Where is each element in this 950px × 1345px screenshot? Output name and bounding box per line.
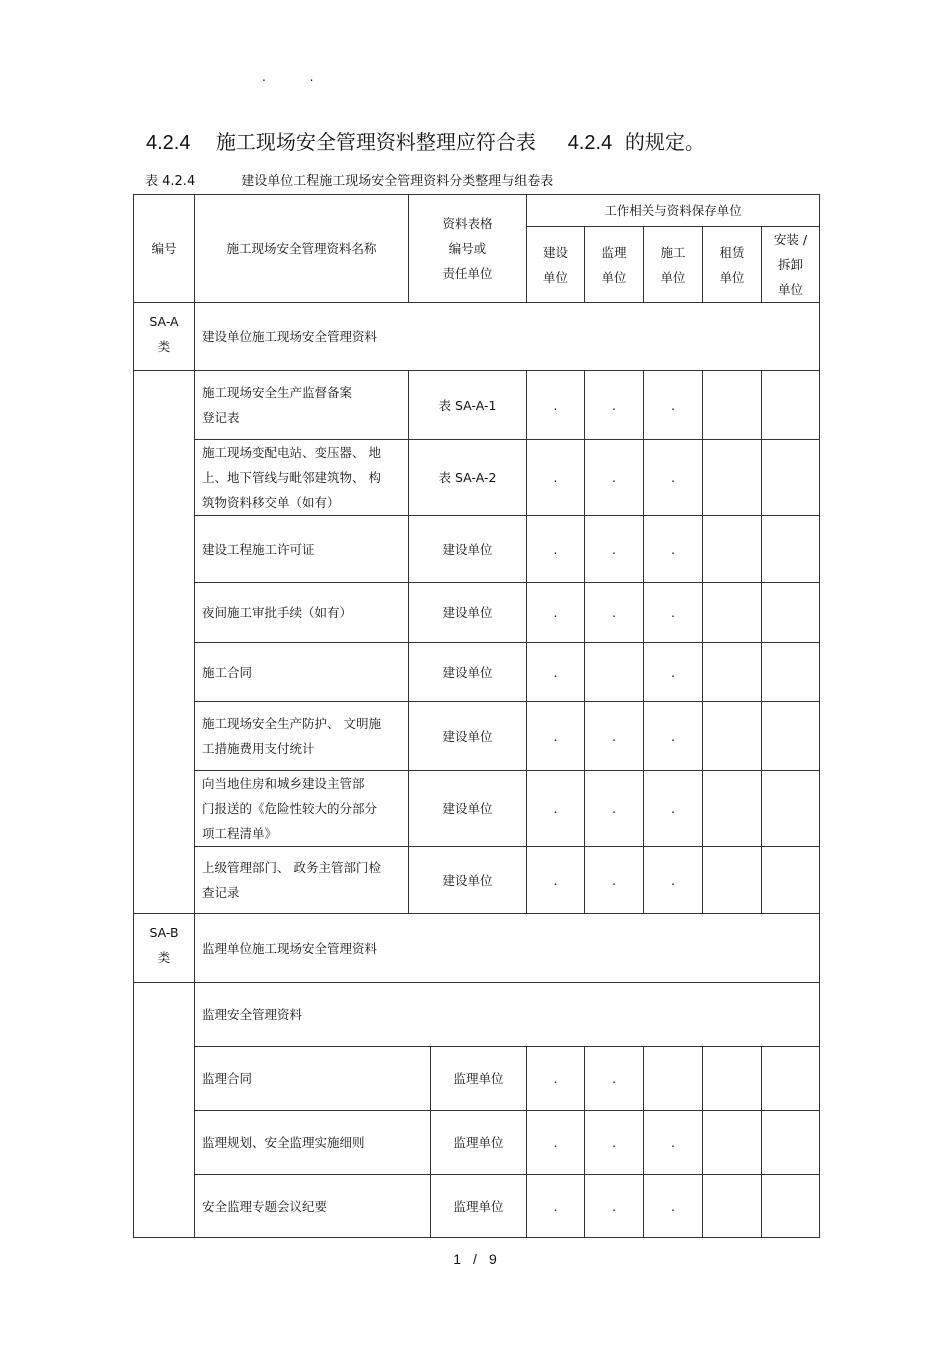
record-unit-mark [762,583,820,643]
record-unit-mark [762,1175,820,1238]
record-name-line: 上、地下管线与毗邻建筑物、 构 [202,470,381,485]
record-unit-mark [703,702,762,771]
section-title: 监理单位施工现场安全管理资料 [195,914,820,983]
record-name-line: 施工合同 [202,664,253,680]
header-unit-line: 单位 [719,269,745,285]
record-unit-mark: . [585,771,644,847]
record-name [195,516,409,583]
record-unit-mark: . [585,516,644,583]
table-row [134,771,820,847]
record-unit-mark: . [527,1111,585,1175]
record-name [195,440,409,516]
section-header-row [134,303,820,371]
section-title: 建设单位施工现场安全管理资料 [195,303,820,371]
table-row [134,847,820,914]
section-code [134,303,195,371]
record-name-line: 安全监理专题会议纪要 [202,1198,328,1214]
header-unit [762,227,820,303]
section-code-blank [134,983,195,1238]
header-unit-line: 单位 [778,282,804,297]
table-row [134,516,820,583]
table-row [134,440,820,516]
record-unit-mark: . [644,516,703,583]
table-row [134,1175,820,1238]
page-separator: / [473,1251,477,1267]
section-code-line: 类 [157,339,171,354]
record-form: 建设单位 [409,583,527,643]
record-form: 表 SA-A-1 [409,371,527,440]
record-unit-mark: . [527,771,585,847]
heading-number: 4.2.4 [146,132,191,154]
record-name-line: 施工现场安全生产监督备案 [202,385,353,400]
record-name-line: 上级管理部门、 政务主管部门检 [202,860,381,875]
header-unit-line: 施工 [660,244,686,260]
page-total: 9 [488,1251,497,1267]
record-name [195,771,409,847]
record-unit-mark: . [585,583,644,643]
section-code-line: SA-B [149,925,179,940]
record-unit-mark: . [644,583,703,643]
record-form: 建设单位 [409,771,527,847]
section-code-line: SA-A [149,314,179,329]
record-unit-mark: . [644,371,703,440]
record-unit-mark [703,371,762,440]
record-form: 建设单位 [409,516,527,583]
header-unit-line: 租赁 [719,244,745,260]
record-unit-mark: . [644,643,703,702]
record-unit-mark: . [644,440,703,516]
header-unit-group: 工作相关与资料保存单位 [527,195,820,227]
record-form: 建设单位 [409,643,527,702]
record-unit-mark [762,702,820,771]
record-form: 监理单位 [431,1047,527,1111]
header-unit-line: 安装 / [773,232,808,247]
record-unit-mark: . [585,702,644,771]
header-form-line: 资料表格 [442,216,493,231]
record-unit-mark: . [527,702,585,771]
record-name-line: 登记表 [202,410,240,425]
record-unit-mark [762,1047,820,1111]
record-name-line: 监理规划、安全监理实施细则 [202,1135,365,1150]
record-form: 建设单位 [409,847,527,914]
record-unit-mark [703,440,762,516]
record-name-line: 门报送的《危险性较大的分部分 [202,801,378,816]
header-unit-line: 监理 [601,244,627,260]
record-unit-mark [703,643,762,702]
record-unit-mark: . [585,847,644,914]
record-unit-mark: . [585,1047,644,1111]
header-unit-line: 单位 [601,269,627,285]
record-name-line: 施工现场变配电站、变压器、 地 [202,445,381,460]
record-name [195,371,409,440]
record-unit-mark [762,771,820,847]
page-indicator [0,1251,950,1267]
record-unit-mark: . [585,371,644,440]
record-unit-mark: . [644,1175,703,1238]
table-caption-label: 表 4.2.4 [145,174,196,189]
table-row [134,583,820,643]
record-unit-mark [762,440,820,516]
record-unit-mark [762,847,820,914]
record-form: 建设单位 [409,702,527,771]
record-unit-mark: . [644,1111,703,1175]
record-unit-mark [762,516,820,583]
record-name [195,583,409,643]
header-form-line: 编号或 [448,241,487,256]
header-unit-line: 单位 [543,269,569,285]
record-unit-mark [703,1175,762,1238]
header-unit [527,227,585,303]
records-table [133,194,820,1238]
record-name-line: 项工程清单》 [202,826,278,841]
record-name [195,847,409,914]
header-form-line: 责任单位 [442,266,493,281]
header-unit-line: 单位 [660,269,686,285]
table-row [134,643,820,702]
header-marks: . . [262,70,334,84]
section-header-row [134,914,820,983]
record-unit-mark [703,1047,762,1111]
page-current: 1 [453,1251,462,1267]
record-unit-mark [762,371,820,440]
record-name-line: 建设工程施工许可证 [202,541,315,557]
record-unit-mark: . [527,583,585,643]
record-unit-mark: . [585,1175,644,1238]
record-unit-mark: . [527,371,585,440]
record-form: 监理单位 [431,1175,527,1238]
header-name: 施工现场安全管理资料名称 [195,195,409,303]
record-unit-mark [703,583,762,643]
record-form: 表 SA-A-2 [409,440,527,516]
section-code [134,914,195,983]
record-unit-mark [762,643,820,702]
record-unit-mark [703,847,762,914]
record-unit-mark [762,1111,820,1175]
header-code: 编号 [134,195,195,303]
header-unit [644,227,703,303]
record-unit-mark: . [527,1175,585,1238]
record-name-line: 工措施费用支付统计 [202,741,315,756]
record-name [195,643,409,702]
heading-ref: 4.2.4 [567,132,613,154]
record-name [195,702,409,771]
record-unit-mark: . [644,702,703,771]
record-unit-mark: . [527,847,585,914]
record-name-line: 查记录 [202,885,240,900]
record-unit-mark [703,516,762,583]
record-unit-mark [703,771,762,847]
record-name-line: 夜间施工审批手续（如有） [202,605,353,620]
record-name [195,1175,431,1238]
subsection-row [134,983,820,1047]
record-name-line: 筑物资料移交单（如有） [202,495,340,510]
table-row [134,1111,820,1175]
section-heading [146,126,705,155]
section-code-blank [134,371,195,914]
record-unit-mark [703,1111,762,1175]
record-unit-mark: . [644,771,703,847]
record-name-line: 向当地住房和城乡建设主管部 [202,776,365,791]
subsection-title: 监理安全管理资料 [195,983,820,1047]
header-unit [703,227,762,303]
record-unit-mark: . [585,440,644,516]
table-row [134,1047,820,1111]
table-caption-title: 建设单位工程施工现场安全管理资料分类整理与组卷表 [241,174,554,189]
table-caption [145,170,553,189]
table-row [134,371,820,440]
record-unit-mark [585,643,644,702]
record-unit-mark: . [585,1111,644,1175]
header-unit-line: 建设 [543,244,569,260]
heading-text: 施工现场安全管理资料整理应符合表 [215,130,536,154]
record-unit-mark: . [644,847,703,914]
header-unit-line: 拆卸 [778,257,804,272]
record-unit-mark: . [527,643,585,702]
record-unit-mark: . [527,1047,585,1111]
header-unit [585,227,644,303]
record-name-line: 施工现场安全生产防护、 文明施 [202,716,381,731]
record-unit-mark [644,1047,703,1111]
record-unit-mark: . [527,440,585,516]
record-unit-mark: . [527,516,585,583]
section-code-line: 类 [157,950,171,965]
record-name [195,1047,431,1111]
table-row [134,702,820,771]
record-name [195,1111,431,1175]
record-form: 监理单位 [431,1111,527,1175]
header-form [409,195,527,303]
record-name-line: 监理合同 [202,1071,253,1086]
heading-tail: 的规定。 [624,130,705,154]
